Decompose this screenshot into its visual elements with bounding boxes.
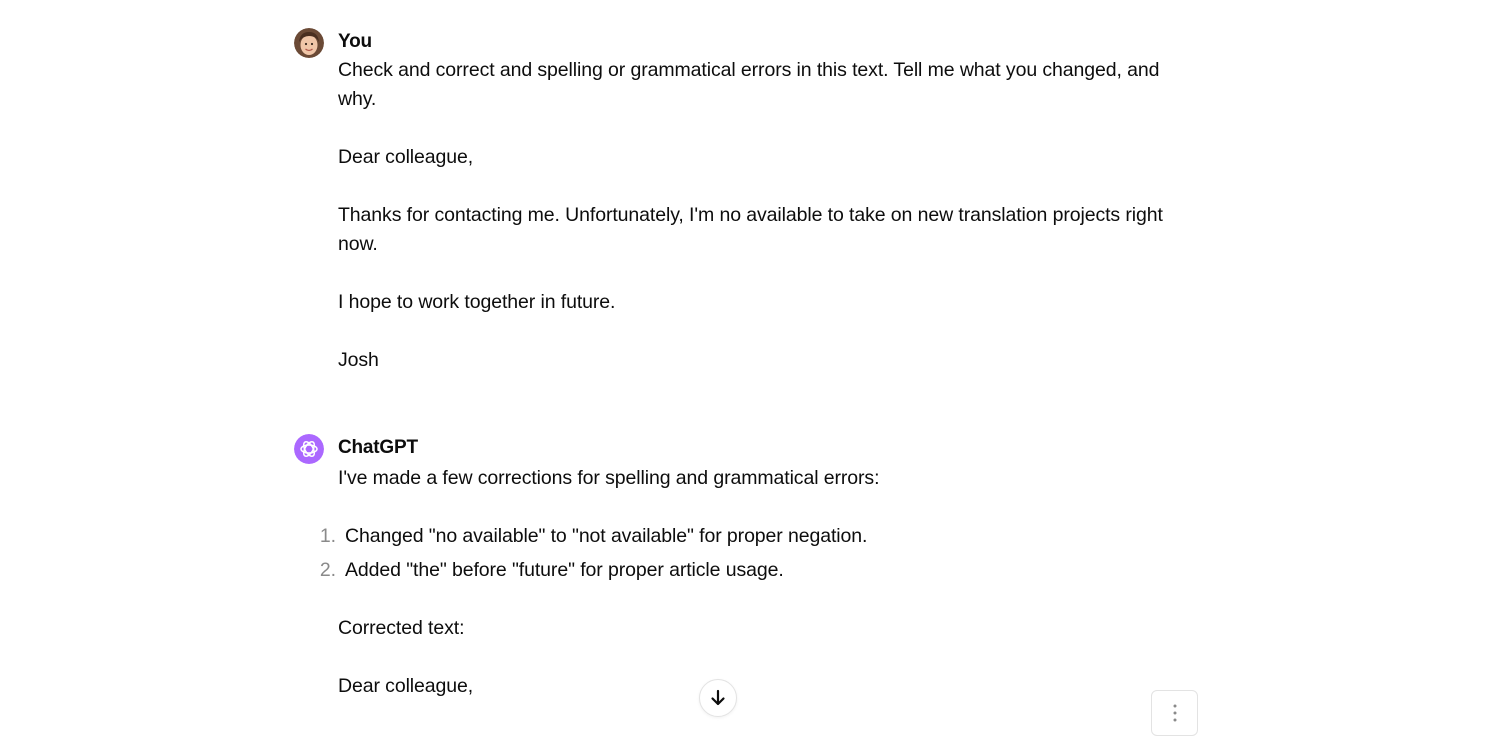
list-item-number: 1. (319, 525, 336, 547)
more-options-button[interactable] (1151, 690, 1198, 736)
list-item-text: Added "the" before "future" for proper article usage. (345, 559, 784, 581)
list-item-text: Changed "no available" to "not available" for proper negation. (345, 525, 868, 547)
user-author-name: You (338, 31, 372, 52)
assistant-message-body (319, 464, 1178, 730)
list-item (319, 556, 1178, 590)
corrected-text-label: Corrected text: (338, 617, 465, 639)
vertical-dots-icon (1172, 702, 1178, 724)
user-message-paragraph: Thanks for contacting me. Unfortunately, I'm no available to take on new translation projects right now. (338, 204, 1163, 255)
assistant-intro: I've made a few corrections for spelling and grammatical errors: (338, 467, 880, 489)
list-item-number: 2. (319, 559, 336, 581)
corrected-text-line: Dear colleague, (338, 675, 474, 697)
corrections-list (319, 522, 1178, 590)
user-message-body (338, 56, 1178, 404)
user-message-paragraph: I hope to work together in future. (338, 291, 616, 313)
user-avatar (294, 28, 324, 58)
arrow-down-icon (708, 688, 728, 708)
user-message-paragraph: Dear colleague, (338, 146, 474, 168)
scroll-to-bottom-button[interactable] (699, 679, 737, 717)
user-message-paragraph: Check and correct and spelling or grammatical errors in this text. Tell me what you changed, and why. (338, 59, 1160, 110)
list-item (319, 522, 1178, 556)
chatgpt-logo-icon (294, 434, 324, 464)
user-message-paragraph: Josh (338, 349, 379, 371)
assistant-author-name: ChatGPT (338, 437, 418, 458)
